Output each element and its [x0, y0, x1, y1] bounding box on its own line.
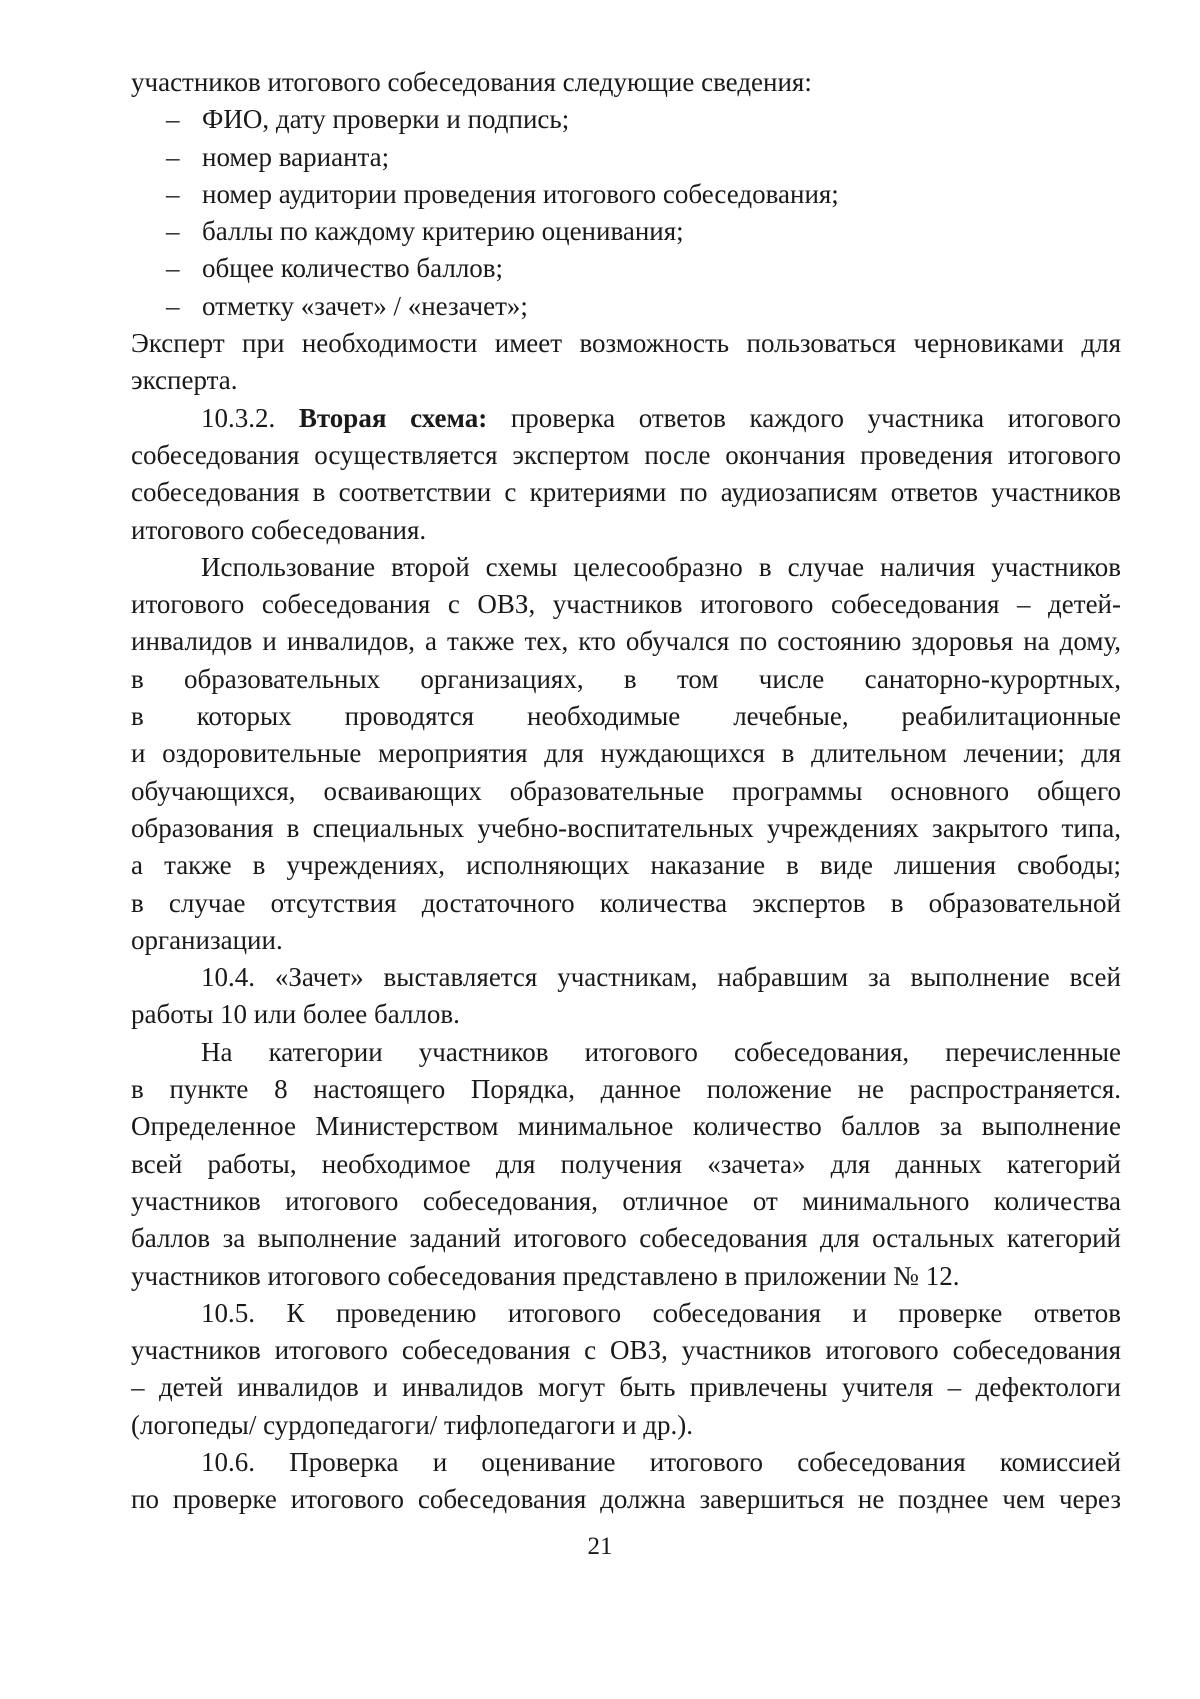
second-scheme-paragraph: Использование второй схемы целесообразно в случае наличия участников итогового собеседования с ОВЗ, участников итогового собеседования – детей- инвалидов и инвалидов, а также тех, кто обучался по состоянию здоровья на дому, в образовательных организациях, в том числе санаторно-курортных, в которых проводятся необходимые лечебные, реабилитационные и оздоровительные мероприятия для нуждающихся в длительном лечении; для обучающихся, осваивающих образовательные программы основного общего образования в специальных учебно-воспитательных учреждениях закрытого типа, а также в учреждениях, исполняющих наказание в виде лишения свободы; в случае отсутствия достаточного количества экспертов в образовательной организации. — [131, 551, 1121, 955]
page-number: 21 — [587, 1533, 613, 1560]
bullet-item: – баллы по каждому критерию оценивания; — [131, 213, 1121, 250]
section-10-3-2: 10.3.2. Вторая схема: проверка ответов каждого участника итогового собеседования осуществляется экспертом после окончания проведения итогового собеседования в соответствии с критериями по аудиозаписям ответов участников итогового собеседования. — [131, 400, 1121, 549]
bullet-list — [131, 101, 1121, 325]
section-10-4: 10.4. «Зачет» выставляется участникам, набравшим за выполнение всей работы 10 или более баллов. — [131, 962, 1121, 1030]
categories-paragraph: На категории участников итогового собеседования, перечисленные в пункте 8 настоящего Порядка, данное положение не распространяется. Определенное Министерством минимальное количество баллов за выполнение всей работы, необходимое для получения «зачета» для данных категорий участников итогового собеседования, отличное от минимального количества баллов за выполнение заданий итогового собеседования для остальных категорий участников итогового собеседования представлено в приложении № 12. — [131, 1036, 1121, 1291]
dash-marker: – — [166, 178, 180, 209]
bullet-item: – общее количество баллов; — [131, 250, 1121, 287]
intro-line: участников итогового собеседования следующие сведения: — [131, 67, 812, 97]
section-10-6: 10.6. Проверка и оценивание итогового собеседования комиссией по проверке итогового собеседования должна завершиться не позднее чем через — [131, 1446, 1121, 1515]
bullet-item: – номер аудитории проведения итогового собеседования; — [131, 176, 1121, 213]
dash-marker: – — [166, 253, 180, 284]
section-10-5: 10.5. К проведению итогового собеседования и проверке ответов участников итогового собеседования с ОВЗ, участников итогового собеседования – детей инвалидов и инвалидов могут быть привлечены учителя – дефектологи (логопеды/ сурдопедагоги/ тифлопедагоги и др.). — [131, 1297, 1121, 1440]
section-10-3-2-first-line: 10.3.2. Вторая схема: проверка ответов каждого участника итогового — [201, 402, 1121, 433]
expert-paragraph: Эксперт при необходимости имеет возможность пользоваться черновиками для эксперта. — [131, 328, 1121, 396]
bullet-item: – номер варианта; — [131, 139, 1121, 176]
dash-marker: – — [166, 141, 180, 172]
document-page — [131, 64, 1121, 1519]
section-bold-title: Вторая схема: — [298, 402, 488, 433]
bullet-item: – ФИО, дату проверки и подпись; — [131, 101, 1121, 138]
dash-marker: – — [166, 104, 180, 135]
bullet-item: – отметку «зачет» / «незачет»; — [131, 288, 1121, 325]
section-number: 10.3.2. — [201, 402, 276, 433]
dash-marker: – — [166, 290, 180, 321]
dash-marker: – — [166, 216, 180, 247]
